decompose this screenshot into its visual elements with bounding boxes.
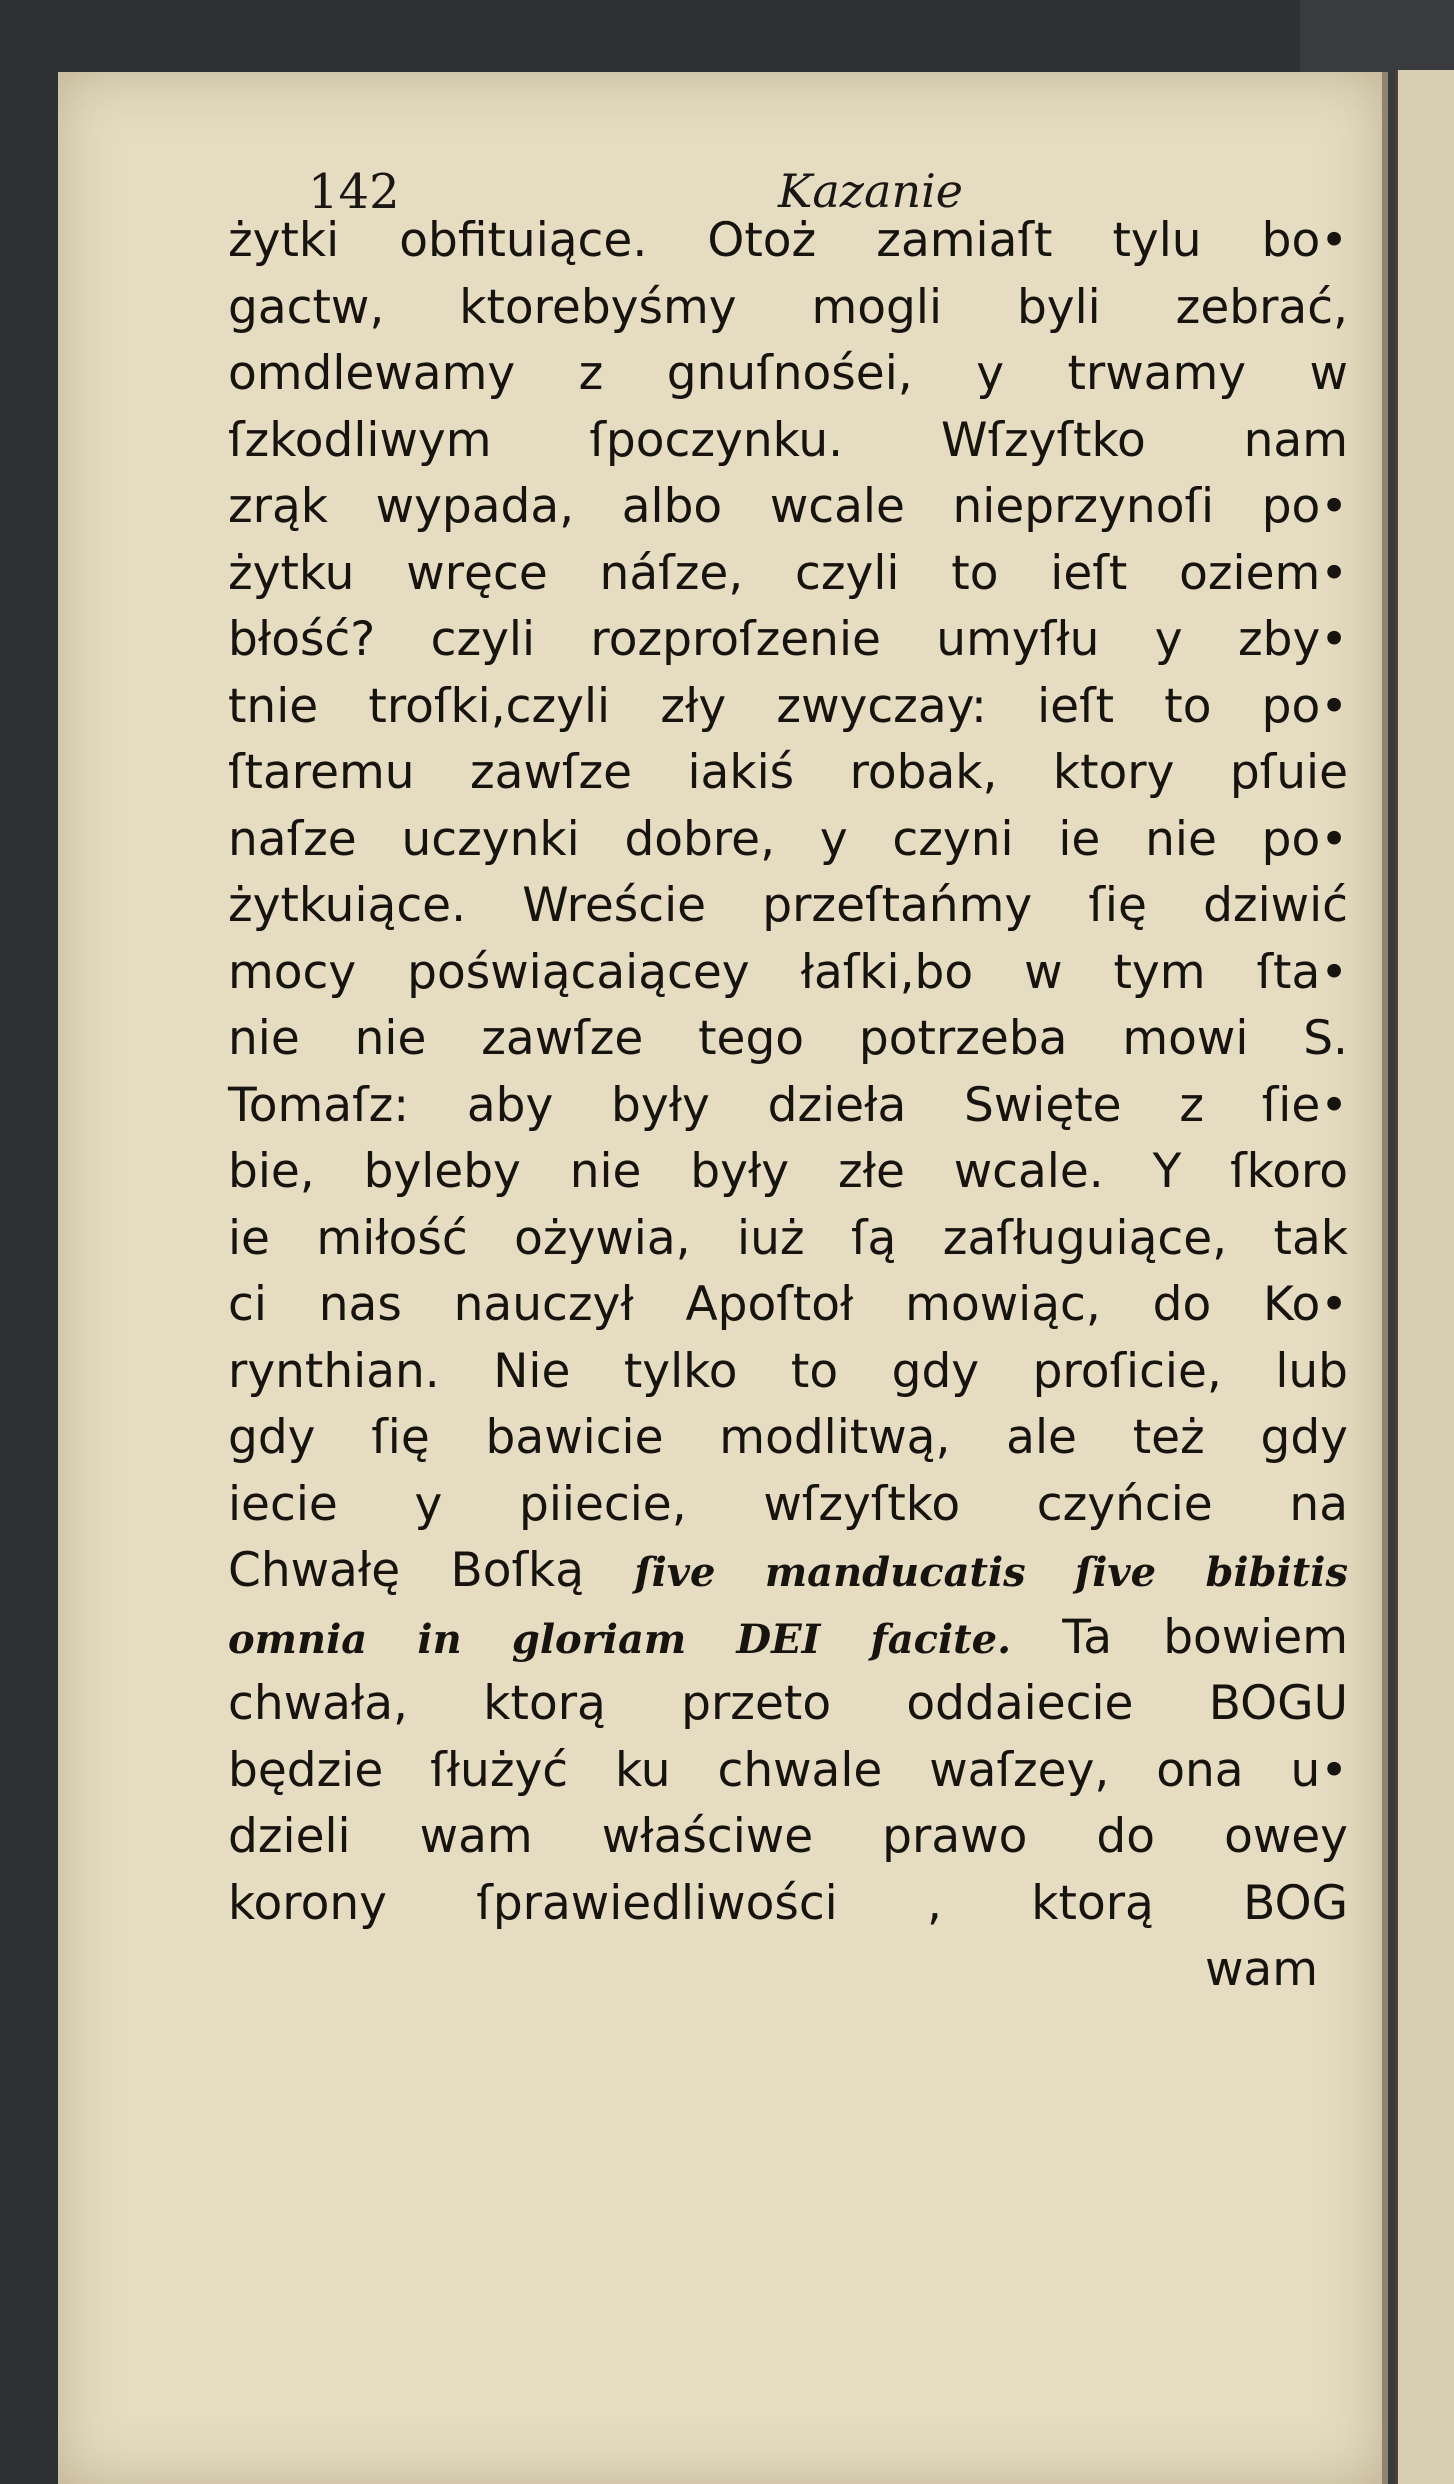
text-line: gdy ſię bawicie modlitwą, ale też gdy [228,1410,1348,1465]
latin-quotation: omnia in gloriam DEI facite. [228,1615,1012,1663]
text-line: omdlewamy z gnuſnośei, y trwamy w [228,346,1348,401]
running-head: Kazanie [778,164,964,218]
text-line: żytki obfituiące. Otoż zamiaſt tylu bo• [228,213,1348,268]
text-line: naſze uczynki dobre, y czyni ie nie po• [228,811,1348,867]
text-line-mixed [228,1605,1348,1672]
text-line: błość? czyli rozproſzenie umyſłu y zby• [228,612,1348,667]
polish-phrase: Ta bowiem [1062,1609,1348,1665]
text-line: żytku wręce náſze, czyli to ieſt oziem• [228,545,1348,601]
text-line: będzie ſłużyć ku chwale waſzey, ona u• [228,1742,1348,1798]
text-line: chwała, ktorą przeto oddaiecie BOGU [228,1676,1348,1731]
text-line: zrąk wypada, albo wcale nieprzynoſi po• [228,479,1348,534]
text-line: Tomaſz: aby były dzieła Swięte z ſie• [228,1077,1348,1133]
polish-phrase: Chwałę Boſką [228,1543,585,1598]
catchword: wam [1204,1942,1318,1997]
text-line: ie miłość ożywia, iuż ſą zaſługuiące, tak [228,1210,1348,1266]
text-line: korony ſprawiedliwości , ktorą BOG [228,1875,1348,1931]
text-line: dzieli wam właściwe prawo do owey [228,1809,1348,1864]
text-line: ſtaremu zawſze iakiś robak, ktory pſuie [228,745,1348,800]
text-line-mixed [228,1538,1348,1605]
adjacent-page-edge [1395,70,1454,2484]
text-line: ci nas nauczył Apoſtoł mowiąc, do Ko• [228,1277,1348,1332]
latin-quotation: ſive manducatis ſive bibitis [634,1549,1348,1596]
book-page [58,72,1388,2484]
text-line: mocy poświącaiącey łaſki,bo w tym ſta• [228,944,1348,1000]
text-line: ſzkodliwym ſpoczynku. Wſzyſtko nam [228,412,1348,468]
text-line: iecie y piiecie, wſzyſtko czyńcie na [228,1476,1348,1532]
text-line: żytkuiące. Wreście przeſtańmy ſię dziwić [228,878,1348,933]
text-line: bie, byleby nie były złe wcale. Y ſkoro [228,1144,1348,1199]
text-line: rynthian. Nie tylko to gdy proſicie, lub [228,1343,1348,1399]
text-line: gactw, ktorebyśmy mogli byli zebrać, [228,279,1348,335]
page-number: 142 [308,164,400,220]
body-text [228,208,1348,2004]
text-line: nie nie zawſze tego potrzeba mowi S. [228,1011,1348,1066]
text-line: tnie troſki,czyli zły zwyczay: ieſt to po• [228,678,1348,734]
